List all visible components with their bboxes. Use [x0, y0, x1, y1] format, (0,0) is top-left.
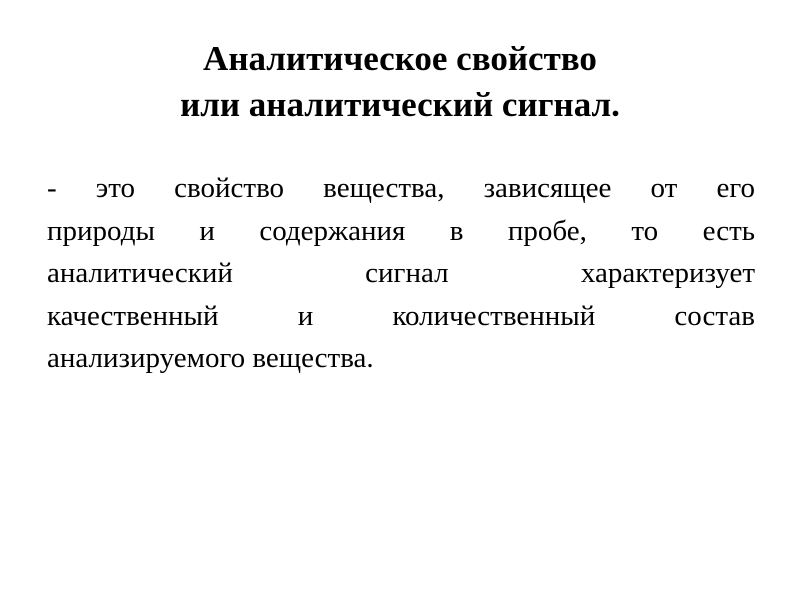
body-line-1: - это свойство вещества, зависящее от его	[47, 172, 755, 204]
body-line-3: аналитический сигнал характеризует	[47, 257, 755, 289]
body-line-5: анализируемого вещества.	[47, 342, 374, 374]
slide-title	[0, 36, 800, 128]
body-line-2: природы и содержания в пробе, то есть	[47, 214, 755, 247]
body-line-4: качественный и количественный состав	[47, 299, 755, 332]
definition-text	[47, 167, 755, 380]
title-line-2: или аналитический сигнал.	[180, 85, 620, 124]
title-line-1: Аналитическое свойство	[203, 39, 597, 78]
